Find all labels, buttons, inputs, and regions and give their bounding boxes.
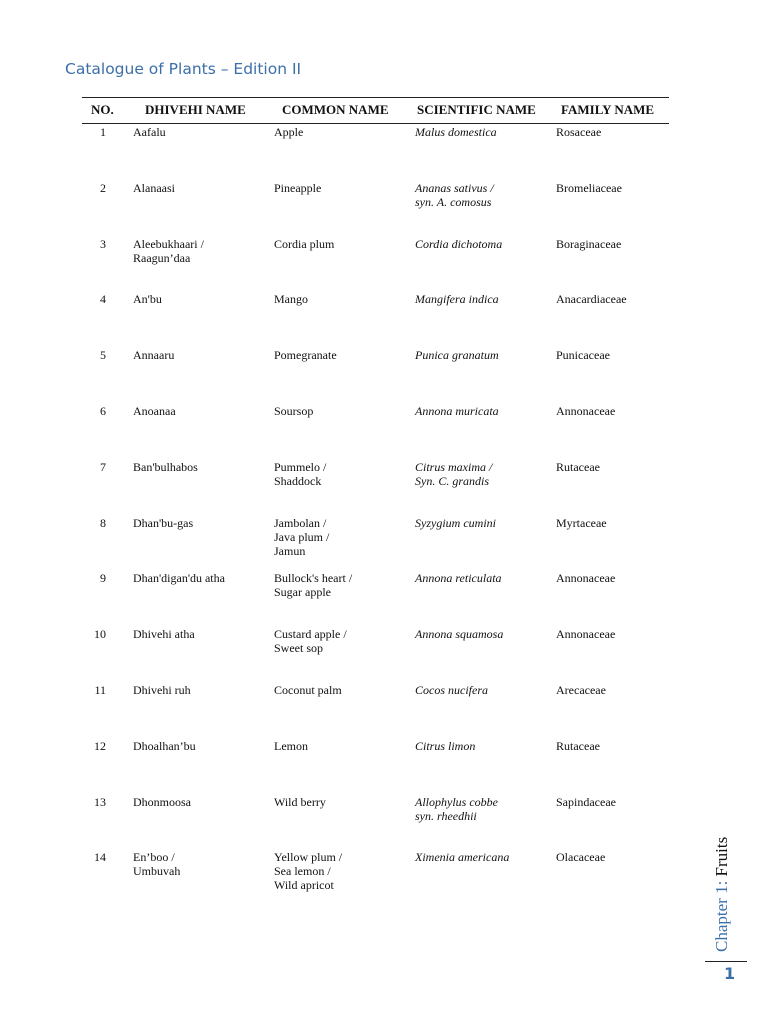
- scientific-name-cell-line: Mangifera indica: [415, 292, 499, 307]
- scientific-name-cell-line: syn. rheedhii: [415, 808, 477, 823]
- scientific-name-cell-line: Citrus limon: [415, 738, 476, 753]
- dhivehi-name-cell: [133, 627, 263, 641]
- row-number: 13: [94, 794, 106, 809]
- family-name-cell: Bromeliaceae: [556, 180, 622, 195]
- dhivehi-name-cell-line: Dhivehi atha: [133, 627, 195, 642]
- dhivehi-name-cell: [133, 292, 263, 306]
- scientific-name-cell: [415, 739, 550, 753]
- chapter-label: Chapter 1:: [712, 876, 731, 952]
- common-name-cell: [274, 627, 404, 655]
- dhivehi-name-cell-line: Raagun’daa: [133, 250, 191, 265]
- table-row: [0, 683, 700, 735]
- common-name-cell: [274, 516, 404, 558]
- row-number: 2: [100, 180, 106, 195]
- common-name-cell: [274, 181, 404, 195]
- family-name-cell: Arecaceae: [556, 683, 606, 697]
- table-row: [0, 237, 700, 289]
- dhivehi-name-cell: [133, 348, 263, 362]
- scientific-name-cell: [415, 795, 550, 823]
- common-name-cell: [274, 460, 404, 488]
- scientific-name-cell-line: Annona muricata: [415, 404, 499, 418]
- family-name-cell: Anacardiaceae: [556, 292, 627, 307]
- row-number: 10: [94, 627, 106, 642]
- scientific-name-cell: [415, 516, 550, 530]
- dhivehi-name-cell-line: Annaaru: [133, 348, 175, 363]
- scientific-name-cell: [415, 571, 550, 585]
- family-name-cell: Rutaceae: [556, 738, 600, 753]
- family-name-cell: Punicaceae: [556, 348, 610, 363]
- common-name-cell-line: Pineapple: [274, 180, 322, 195]
- family-name-cell: Sapindaceae: [556, 794, 616, 809]
- dhivehi-name-cell-line: Umbuvah: [133, 864, 181, 879]
- header-dhivehi-name: DHIVEHI NAME: [145, 102, 246, 117]
- common-name-cell-line: Coconut palm: [274, 683, 342, 697]
- dhivehi-name-cell-line: Ban'bulhabos: [133, 459, 198, 474]
- dhivehi-name-cell: [133, 181, 263, 195]
- scientific-name-cell-line: Ximenia americana: [415, 850, 510, 865]
- row-number: 12: [94, 738, 106, 753]
- common-name-cell-line: Sugar apple: [274, 585, 331, 600]
- family-name-cell: Boraginaceae: [556, 236, 622, 251]
- dhivehi-name-cell: [133, 571, 263, 585]
- common-name-cell-line: Sweet sop: [274, 641, 323, 656]
- table-row: [0, 850, 700, 902]
- dhivehi-name-cell-line: Aleebukhaari /: [133, 236, 204, 251]
- dhivehi-name-cell-line: Dhoalhan’bu: [133, 738, 196, 753]
- document-title: Catalogue of Plants – Edition II: [65, 60, 302, 78]
- scientific-name-cell-line: Syn. C. grandis: [415, 473, 490, 488]
- common-name-cell-line: Cordia plum: [274, 236, 335, 251]
- dhivehi-name-cell-line: Dhivehi ruh: [133, 683, 191, 697]
- row-number: 7: [100, 459, 106, 474]
- scientific-name-cell-line: Syzygium cumini: [415, 515, 496, 530]
- table-row: [0, 516, 700, 568]
- dhivehi-name-cell-line: Dhonmoosa: [133, 794, 191, 809]
- dhivehi-name-cell: [133, 850, 263, 878]
- scientific-name-cell-line: Annona reticulata: [415, 571, 502, 586]
- dhivehi-name-cell: [133, 516, 263, 530]
- scientific-name-cell-line: Ananas sativus /: [415, 180, 494, 195]
- common-name-cell-line: Shaddock: [274, 473, 322, 488]
- family-name-cell: Rutaceae: [556, 459, 600, 474]
- family-name-cell: Annonaceae: [556, 404, 616, 418]
- row-number: 1: [100, 125, 106, 139]
- table-row: [0, 404, 700, 456]
- common-name-cell-line: Java plum /: [274, 529, 330, 544]
- row-number: 6: [100, 404, 106, 418]
- row-number: 4: [100, 292, 106, 307]
- table-row: [0, 627, 700, 679]
- scientific-name-cell-line: Punica granatum: [415, 348, 499, 363]
- dhivehi-name-cell-line: Alanaasi: [133, 180, 175, 195]
- table-header-rule: [82, 123, 669, 124]
- common-name-cell: [274, 292, 404, 306]
- family-name-cell: Rosaceae: [556, 125, 602, 139]
- header-no: NO.: [91, 102, 114, 117]
- row-number: 8: [100, 515, 106, 530]
- common-name-cell: [274, 125, 404, 139]
- scientific-name-cell: [415, 125, 550, 139]
- common-name-cell-line: Apple: [274, 125, 304, 139]
- scientific-name-cell: [415, 627, 550, 641]
- scientific-name-cell: [415, 850, 550, 864]
- dhivehi-name-cell: [133, 125, 263, 139]
- dhivehi-name-cell: [133, 795, 263, 809]
- dhivehi-name-cell-line: Aafalu: [133, 125, 166, 139]
- scientific-name-cell-line: Cordia dichotoma: [415, 236, 503, 251]
- header-scientific-name: SCIENTIFIC NAME: [417, 102, 536, 117]
- common-name-cell-line: Sea lemon /: [274, 864, 331, 879]
- common-name-cell: [274, 348, 404, 362]
- common-name-cell: [274, 795, 404, 809]
- common-name-cell-line: Wild apricot: [274, 878, 334, 893]
- row-number: 3: [100, 236, 106, 251]
- page-number: 1: [724, 964, 736, 983]
- dhivehi-name-cell: [133, 237, 263, 265]
- table-row: [0, 739, 700, 791]
- header-common-name: COMMON NAME: [282, 102, 389, 117]
- family-name-cell: Myrtaceae: [556, 515, 607, 530]
- row-number: 11: [94, 683, 106, 697]
- dhivehi-name-cell-line: Anoanaa: [133, 404, 176, 418]
- dhivehi-name-cell-line: Dhan'digan'du atha: [133, 571, 225, 586]
- scientific-name-cell: [415, 292, 550, 306]
- common-name-cell-line: Wild berry: [274, 794, 326, 809]
- table-row: [0, 795, 700, 847]
- table-row: [0, 571, 700, 623]
- common-name-cell: [274, 683, 404, 697]
- family-name-cell: Annonaceae: [556, 627, 616, 642]
- table-row: [0, 125, 700, 177]
- common-name-cell-line: Pummelo /: [274, 459, 327, 474]
- dhivehi-name-cell: [133, 683, 263, 697]
- scientific-name-cell-line: Allophylus cobbe: [415, 794, 498, 809]
- row-number: 9: [100, 571, 106, 586]
- common-name-cell-line: Jamun: [274, 543, 306, 558]
- table-row: [0, 181, 700, 233]
- scientific-name-cell: [415, 348, 550, 362]
- table-top-rule: [82, 97, 669, 98]
- family-name-cell: Annonaceae: [556, 571, 616, 586]
- common-name-cell-line: Bullock's heart /: [274, 571, 353, 586]
- table-row: [0, 292, 700, 344]
- common-name-cell-line: Yellow plum /: [274, 850, 343, 865]
- scientific-name-cell-line: Citrus maxima /: [415, 459, 493, 474]
- common-name-cell-line: Lemon: [274, 738, 308, 753]
- dhivehi-name-cell-line: An'bu: [133, 292, 162, 307]
- common-name-cell: [274, 237, 404, 251]
- dhivehi-name-cell: [133, 460, 263, 474]
- dhivehi-name-cell: [133, 739, 263, 753]
- chapter-sidebar: [712, 837, 732, 952]
- common-name-cell: [274, 571, 404, 599]
- scientific-name-cell-line: syn. A. comosus: [415, 194, 492, 209]
- common-name-cell-line: Soursop: [274, 404, 314, 418]
- common-name-cell: [274, 850, 404, 892]
- family-name-cell: Olacaceae: [556, 850, 606, 865]
- table-row: [0, 460, 700, 512]
- row-number: 14: [94, 850, 106, 865]
- header-family-name: FAMILY NAME: [561, 102, 655, 117]
- table-row: [0, 348, 700, 400]
- dhivehi-name-cell-line: En’boo /: [133, 850, 175, 865]
- scientific-name-cell: [415, 460, 550, 488]
- dhivehi-name-cell: [133, 404, 263, 418]
- scientific-name-cell-line: Malus domestica: [415, 125, 497, 139]
- chapter-topic: Fruits: [712, 836, 731, 877]
- scientific-name-cell-line: Annona squamosa: [415, 627, 504, 642]
- common-name-cell: [274, 739, 404, 753]
- common-name-cell-line: Jambolan /: [274, 515, 327, 530]
- scientific-name-cell: [415, 683, 550, 697]
- common-name-cell-line: Pomegranate: [274, 348, 337, 363]
- common-name-cell: [274, 404, 404, 418]
- dhivehi-name-cell-line: Dhan'bu-gas: [133, 515, 194, 530]
- scientific-name-cell-line: Cocos nucifera: [415, 683, 488, 697]
- scientific-name-cell: [415, 237, 550, 251]
- common-name-cell-line: Mango: [274, 292, 308, 307]
- row-number: 5: [100, 348, 106, 363]
- scientific-name-cell: [415, 404, 550, 418]
- common-name-cell-line: Custard apple /: [274, 627, 347, 642]
- page-number-rule: [705, 961, 747, 962]
- scientific-name-cell: [415, 181, 550, 209]
